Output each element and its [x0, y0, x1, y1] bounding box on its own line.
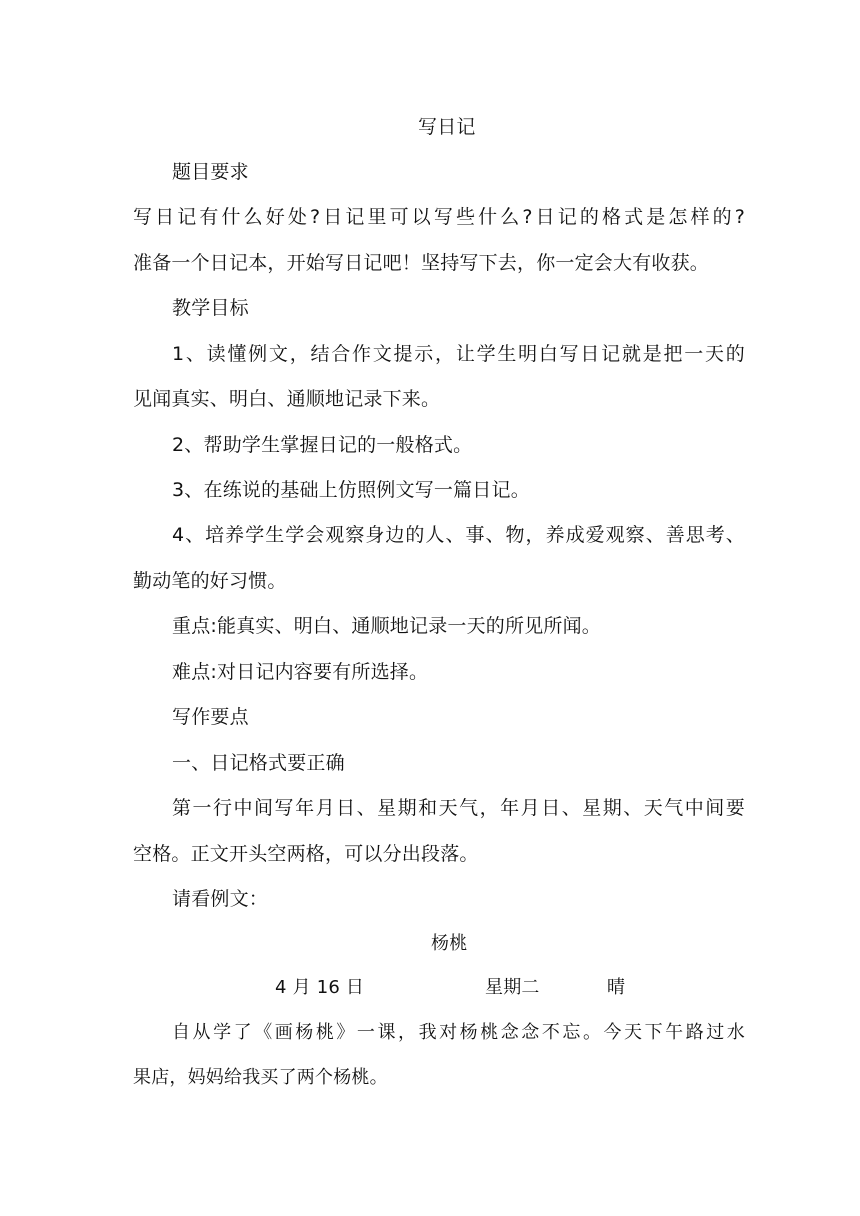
- paragraph-line: 第一行中间写年月日、星期和天气，年月日、星期、天气中间要: [172, 797, 745, 819]
- example-title: 杨桃: [431, 933, 468, 954]
- section-heading-requirements: 题目要求: [172, 161, 249, 183]
- example-weekday: 星期二: [485, 977, 540, 998]
- paragraph-line: 3、在练说的基础上仿照例文写一篇日记。: [172, 479, 530, 501]
- section-heading-writing: 写作要点: [172, 706, 249, 728]
- example-body-line: 果店，妈妈给我买了两个杨桃。: [133, 1067, 388, 1088]
- paragraph-line: 4、培养学生学会观察身边的人、事、物，养成爱观察、善思考、: [172, 524, 745, 546]
- paragraph-line: 见闻真实、明白、通顺地记录下来。: [133, 388, 441, 410]
- paragraph-line: 写日记有什么好处?日记里可以写些什么?日记的格式是怎样的?: [133, 206, 745, 228]
- paragraph-line: 空格。正文开头空两格，可以分出段落。: [133, 843, 479, 865]
- key-point: 重点:能真实、明白、通顺地记录一天的所见所闻。: [172, 615, 602, 637]
- paragraph-line: 请看例文：: [172, 888, 269, 910]
- paragraph-line: 2、帮助学生掌握日记的一般格式。: [172, 434, 473, 456]
- paragraph-line: 1、读懂例文，结合作文提示，让学生明白写日记就是把一天的: [172, 343, 745, 365]
- example-date: 4 月 16 日: [275, 977, 365, 998]
- paragraph-line: 勤动笔的好习惯。: [133, 570, 287, 592]
- subheading: 一、日记格式要正确: [172, 752, 345, 774]
- example-body-line: 自从学了《画杨桃》一课，我对杨桃念念不忘。今天下午路过水: [172, 1022, 745, 1043]
- section-heading-goals: 教学目标: [172, 297, 249, 319]
- example-weather: 晴: [607, 977, 626, 998]
- difficult-point: 难点:对日记内容要有所选择。: [172, 661, 429, 683]
- document-title: 写日记: [418, 116, 476, 138]
- paragraph-line: 准备一个日记本，开始写日记吧！坚持写下去，你一定会大有收获。: [133, 252, 710, 274]
